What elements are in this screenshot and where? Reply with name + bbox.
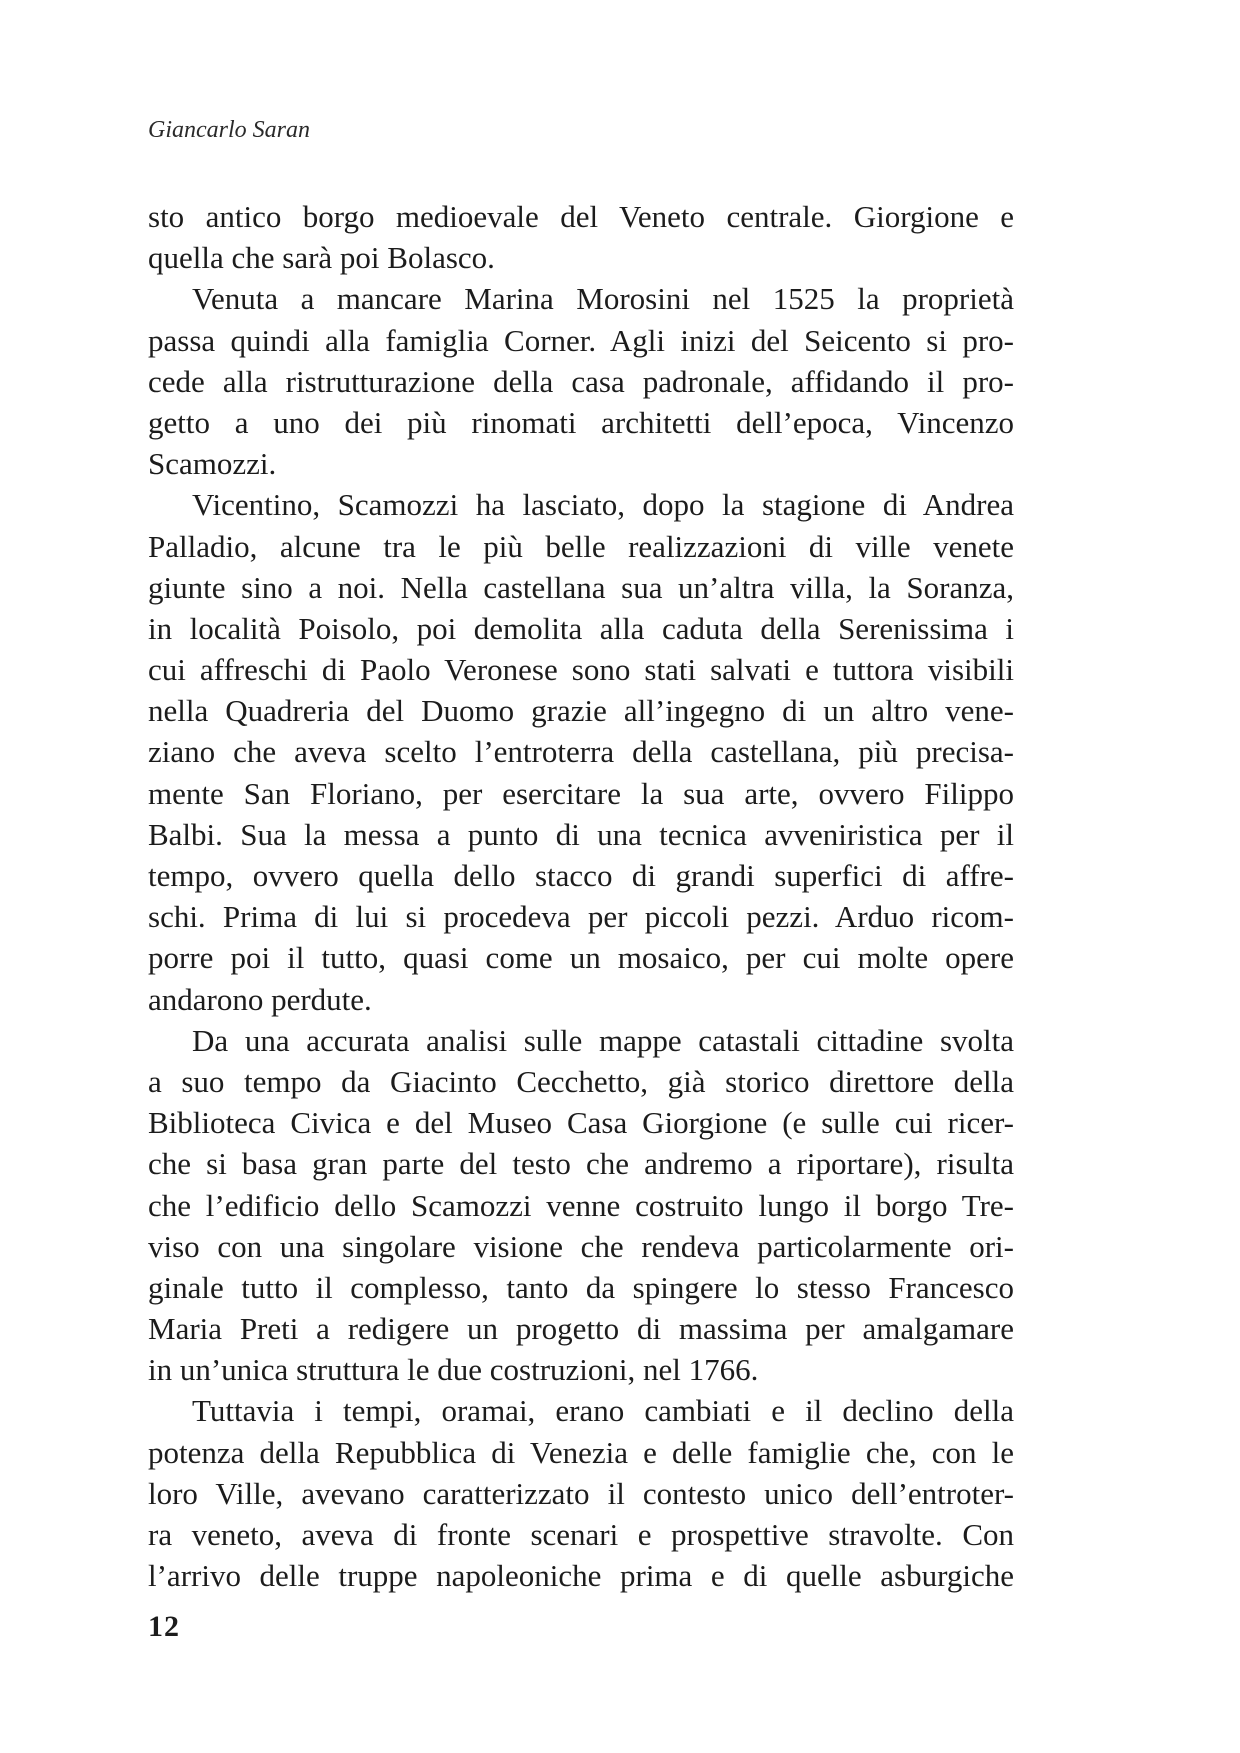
text-line: mente San Floriano, per esercitare la sua arte, ovvero Filippo bbox=[148, 775, 1014, 811]
text-line: tempo, ovvero quella dello stacco di grandi superfici di affre- bbox=[148, 858, 1014, 893]
text-line: potenza della Repubblica di Venezia e delle famiglie che, con le bbox=[148, 1434, 1014, 1470]
text-line: a suo tempo da Giacinto Cecchetto, già storico direttore della bbox=[148, 1063, 1014, 1099]
text-line: l’arrivo delle truppe napoleoniche prima e di quelle asburgiche bbox=[148, 1558, 1014, 1594]
text-line: viso con una singolare visione che rendeva particolarmente ori- bbox=[148, 1228, 1014, 1264]
text-line: porre poi il tutto, quasi come un mosaico, per cui molte opere bbox=[148, 940, 1014, 976]
text-line: nella Quadreria del Duomo grazie all’ingegno di un altro vene- bbox=[148, 693, 1014, 729]
text-line: loro Ville, avevano caratterizzato il contesto unico dell’entroter- bbox=[148, 1475, 1014, 1511]
text-line: ginale tutto il complesso, tanto da spingere lo stesso Francesco bbox=[148, 1269, 1014, 1305]
text-line: che si basa gran parte del testo che andremo a riportare), risulta bbox=[148, 1146, 1014, 1182]
text-line: Biblioteca Civica e del Museo Casa Giorgione (e sulle cui ricer- bbox=[148, 1105, 1014, 1141]
text-line: andarono perdute. bbox=[148, 981, 372, 1017]
text-line: Balbi. Sua la messa a punto di una tecnica avveniristica per il bbox=[148, 816, 1014, 852]
text-line: passa quindi alla famiglia Corner. Agli inizi del Seicento si pro- bbox=[148, 322, 1014, 358]
text-line: in un’unica struttura le due costruzioni, nel 1766. bbox=[148, 1352, 759, 1388]
text-line: Tuttavia i tempi, oramai, erano cambiati e il declino della bbox=[192, 1393, 1014, 1429]
text-line: Vicentino, Scamozzi ha lasciato, dopo la stagione di Andrea bbox=[192, 487, 1014, 523]
text-line: Venuta a mancare Marina Morosini nel 1525 la proprietà bbox=[192, 281, 1014, 317]
text-line: giunte sino a noi. Nella castellana sua un’altra villa, la Soranza, bbox=[148, 569, 1014, 605]
running-head: Giancarlo Saran bbox=[148, 117, 310, 143]
text-line: che l’edificio dello Scamozzi venne costruito lungo il borgo Tre- bbox=[148, 1187, 1014, 1223]
text-line: Palladio, alcune tra le più belle realizzazioni di ville venete bbox=[148, 528, 1014, 564]
text-line: getto a uno dei più rinomati architetti dell’epoca, Vincenzo bbox=[148, 404, 1014, 440]
page-number: 12 bbox=[148, 1610, 180, 1643]
text-line: cede alla ristrutturazione della casa padronale, affidando il pro- bbox=[148, 363, 1014, 399]
text-line: cui affreschi di Paolo Veronese sono stati salvati e tuttora visibili bbox=[148, 652, 1014, 688]
text-line: sto antico borgo medioevale del Veneto centrale. Giorgione e bbox=[148, 199, 1014, 234]
text-line: ra veneto, aveva di fronte scenari e prospettive stravolte. Con bbox=[148, 1517, 1014, 1552]
body-text bbox=[148, 196, 1014, 1596]
text-line: Da una accurata analisi sulle mappe catastali cittadine svolta bbox=[192, 1022, 1014, 1058]
text-line: quella che sarà poi Bolasco. bbox=[148, 240, 495, 276]
text-line: Maria Preti a redigere un progetto di massima per amalgamare bbox=[148, 1311, 1014, 1347]
text-line: schi. Prima di lui si procedeva per piccoli pezzi. Arduo ricom- bbox=[148, 899, 1014, 935]
text-line: in località Poisolo, poi demolita alla caduta della Serenissima i bbox=[148, 610, 1014, 646]
text-line: ziano che aveva scelto l’entroterra della castellana, più precisa- bbox=[148, 734, 1014, 770]
text-line: Scamozzi. bbox=[148, 446, 277, 482]
